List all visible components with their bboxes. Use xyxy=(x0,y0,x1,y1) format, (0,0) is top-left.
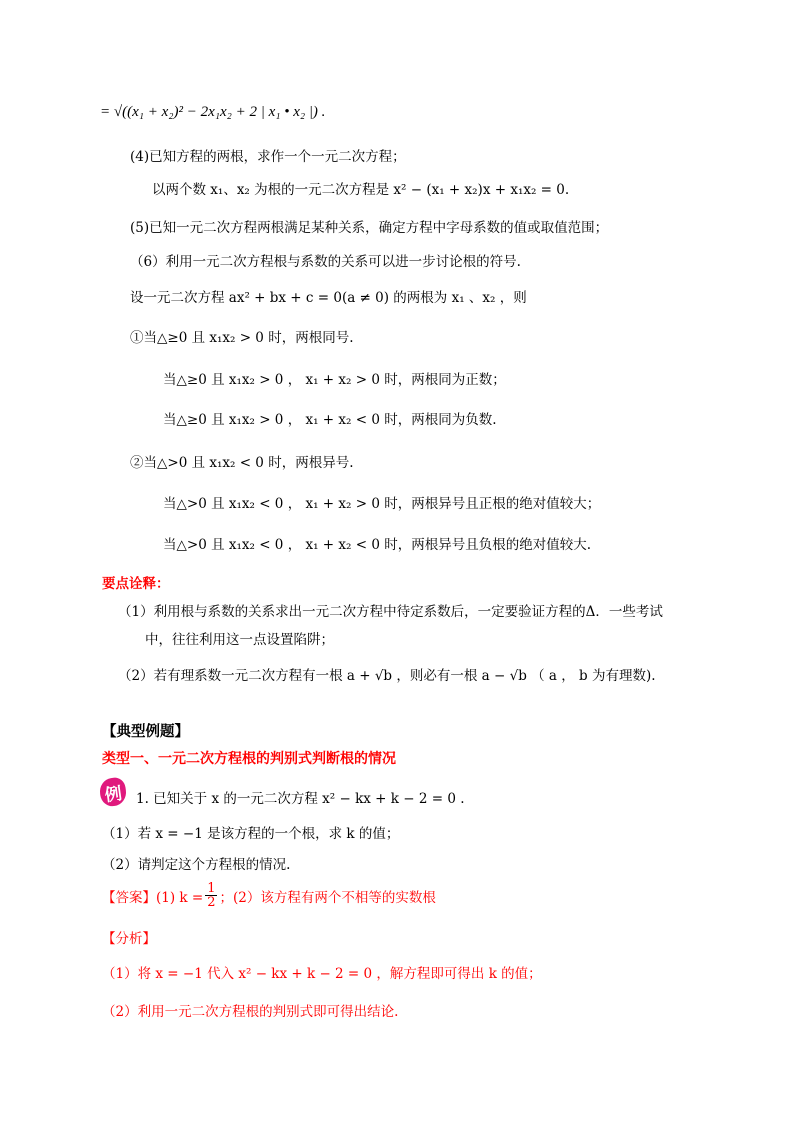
case-2-positive-larger: 当△>0 且 x₁x₂ < 0 ， x₁ + x₂ > 0 时，两根异号且正根的绝对值较大； xyxy=(163,496,601,512)
case-2-negative-larger: 当△>0 且 x₁x₂ < 0 ， x₁ + x₂ < 0 时，两根异号且负根的绝对值较大. xyxy=(163,537,591,553)
type-1-heading: 类型一、一元二次方程根的判别式判断根的情况 xyxy=(102,751,396,767)
analysis-part-2: （2）利用一元二次方程根的判别式即可得出结论. xyxy=(102,1004,399,1020)
item-5: (5)已知一元二次方程两根满足某种关系，确定方程中字母系数的值或取值范围； xyxy=(130,220,609,236)
case-2: ②当△>0 且 x₁x₂ < 0 时，两根异号. xyxy=(130,455,354,471)
item-4: (4)已知方程的两根，求作一个一元二次方程； xyxy=(130,149,406,165)
case-1-positive: 当△≥0 且 x₁x₂ > 0 ， x₁ + x₂ > 0 时，两根同为正数； xyxy=(163,372,506,388)
answer-line xyxy=(102,882,436,909)
example-1-part-2: （2）请判定这个方程根的情况. xyxy=(102,857,291,873)
case-1: ①当△≥0 且 x₁x₂ > 0 时，两根同号. xyxy=(130,330,354,346)
item-4-formula: 以两个数 x₁、x₂ 为根的一元二次方程是 x² − (x₁ + x₂)x + x₁x₂ = 0. xyxy=(152,182,570,198)
item-6: （6）利用一元二次方程根与系数的关系可以进一步讨论根的符号. xyxy=(130,254,521,270)
fraction-numerator: 1 xyxy=(207,881,216,896)
answer-label: 【答案】(1) k = xyxy=(102,889,204,906)
answer-fraction xyxy=(205,882,217,909)
answer-rest: ；(2）该方程有两个不相等的实数根 xyxy=(219,889,436,906)
formula-abs-difference: = √((x₁ + x₂)² − 2x₁x₂ + 2 | x₁ • x₂ |) . xyxy=(100,104,326,120)
fraction-denominator: 2 xyxy=(207,895,216,910)
analysis-part-1: （1）将 x = −1 代入 x² − kx + k − 2 = 0 ，解方程即可得出 k 的值； xyxy=(102,966,542,982)
section-title-examples: 【典型例题】 xyxy=(102,723,189,740)
example-badge-icon: 例 xyxy=(98,776,128,807)
key-point-2: （2）若有理系数一元二次方程有一根 a + √b ，则必有一根 a − √b （ a ， b 为有理数). xyxy=(118,668,656,684)
key-points-heading: 要点诠释： xyxy=(102,576,170,592)
example-1-question: 1. 已知关于 x 的一元二次方程 x² − kx + k − 2 = 0 . xyxy=(136,791,465,807)
key-point-1: （1）利用根与系数的关系求出一元二次方程中待定系数后，一定要验证方程的Δ．一些考试 xyxy=(118,604,663,620)
analysis-heading: 【分析】 xyxy=(102,931,156,947)
case-1-negative: 当△≥0 且 x₁x₂ > 0 ， x₁ + x₂ < 0 时，两根同为负数. xyxy=(163,412,497,428)
item-6-setup: 设一元二次方程 ax² + bx + c = 0(a ≠ 0) 的两根为 x₁ 、x₂ ，则 xyxy=(130,290,527,306)
example-1-part-1: （1）若 x = −1 是该方程的一个根，求 k 的值； xyxy=(102,826,400,842)
key-point-1-continued: 中，往往利用这一点设置陷阱； xyxy=(145,632,334,648)
